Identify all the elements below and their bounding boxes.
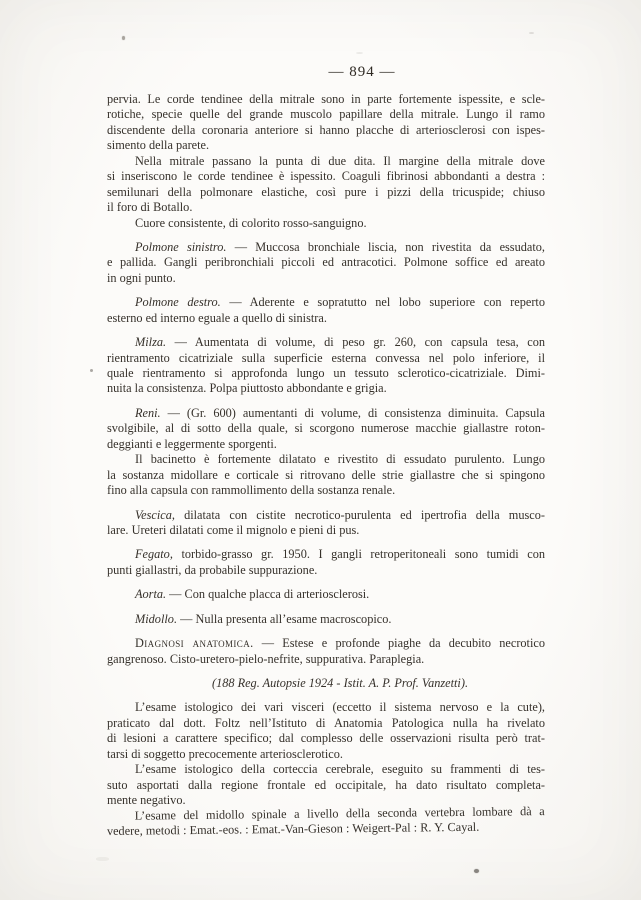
text-run: Polmone sinistro.	[135, 239, 227, 254]
text-run: Reni.	[135, 405, 161, 420]
text-line	[121, 676, 559, 691]
text-line	[107, 452, 545, 467]
scan-speck	[96, 857, 109, 861]
text-line	[107, 587, 545, 602]
text-line	[107, 216, 545, 231]
paragraph	[107, 216, 545, 231]
text-run: Vescica,	[135, 507, 175, 522]
text-run: simento della parete.	[107, 138, 210, 153]
text-run: dilatata con cistite necrotico-purulenta ed ipertrofia della musco-	[174, 507, 545, 522]
text-run: discendente della coronaria anteriore si hanno placche di arteriosclerosi con ispes-	[107, 122, 545, 137]
text-run: praticato dal dott. Foltz nell’Istituto di Anatomia Patologica nulla ha rivelato	[107, 715, 545, 730]
text-line	[107, 123, 545, 138]
paragraph	[107, 636, 545, 667]
paragraph	[107, 240, 545, 286]
text-line	[107, 437, 545, 452]
paragraph	[107, 762, 545, 808]
paragraph	[107, 452, 545, 498]
text-line	[107, 747, 545, 762]
text-run: si inseriscono le corde tendinee è ispessito. Coaguli fibrinosi abbondanti a destra :	[107, 169, 545, 184]
text-line	[107, 483, 545, 498]
text-run: vedere, metodi : Emat.-eos. : Emat.-Van-Gieson : Weigert-Pal : R. Y. Cayal.	[106, 819, 480, 838]
paragraph	[107, 406, 545, 452]
text-line	[107, 335, 545, 350]
paragraph	[107, 335, 545, 397]
text-line	[107, 185, 545, 200]
paragraph	[107, 804, 545, 840]
text-run: — Muccosa bronchiale liscia, non rivestita da essudato,	[226, 239, 545, 254]
text-run: tarsi di soggetto precocemente arteriosclerotico.	[107, 746, 343, 761]
paragraph	[107, 700, 545, 762]
text-run: suto asportati dalla regione frontale ed occipitale, ha dato risultato completa-	[107, 777, 545, 792]
paragraph	[107, 587, 545, 602]
text-line	[107, 468, 545, 483]
text-line	[107, 700, 545, 715]
paragraph	[107, 612, 545, 627]
text-line	[107, 295, 545, 310]
text-line	[107, 547, 545, 562]
scan-speck	[529, 32, 534, 34]
text-run: Diagnosi anatomica.	[135, 636, 254, 651]
text-line	[107, 311, 545, 326]
text-line	[107, 154, 545, 169]
text-line	[107, 381, 545, 396]
text-run: Fegato,	[135, 547, 173, 562]
text-run: Aorta.	[135, 587, 167, 602]
text-run: L’esame istologico della corteccia cerebrale, eseguito su frammenti di tes-	[135, 762, 545, 777]
paragraph	[107, 508, 545, 539]
paragraph	[107, 676, 545, 691]
text-run: Il bacinetto è fortemente dilatato e rivestito di essudato purulento. Lungo	[135, 452, 545, 467]
text-line	[107, 138, 545, 153]
scan-speck	[122, 36, 125, 40]
text-run: — Aumentata di volume, di peso gr. 260, con capsula tesa, con	[166, 335, 545, 350]
text-line	[107, 406, 545, 421]
paragraph	[107, 295, 545, 326]
paragraph	[107, 547, 545, 578]
page-body	[107, 92, 545, 839]
text-line	[107, 92, 545, 107]
paragraph	[107, 154, 545, 216]
text-run: punti giallastri, da probabile suppurazione.	[107, 562, 318, 577]
text-run: quale rientramento si approfonda lungo un tessuto sclerotico-cicatriziale. Dimi-	[107, 366, 545, 380]
text-run: — Aderente e sopratutto nel lobo superiore con reperto	[220, 295, 545, 310]
text-run: deggianti e leggermente sporgenti.	[107, 436, 277, 451]
text-run: torbido-grasso gr. 1950. I gangli retroperitoneali sono tumidi con	[172, 547, 545, 562]
text-run: il foro di Botallo.	[107, 200, 193, 215]
text-run: gangrenoso. Cisto-uretero-pielo-nefrite, suppurativa. Paraplegia.	[107, 651, 425, 666]
scan-speck	[90, 369, 93, 372]
text-run: lare. Ureteri dilatati come il mignolo e pieni di pus.	[107, 522, 360, 537]
text-run: nuita la consistenza. Polpa piuttosto abbondante e grigia.	[107, 381, 387, 396]
text-run: semilunari della polmonare elastiche, così pure i pizzi della tricuspide; chiuso	[107, 184, 545, 199]
text-line	[107, 351, 545, 366]
text-run: L’esame istologico dei vari visceri (eccetto il sistema nervoso e la cute),	[135, 700, 545, 715]
text-run: pervia. Le corde tendinee della mitrale sono in parte fortemente ispessite, e scle-	[107, 92, 545, 106]
paragraph	[107, 92, 545, 154]
text-line	[107, 762, 545, 777]
text-run: fino alla capsula con rammollimento della sostanza renale.	[107, 483, 396, 498]
text-line	[107, 612, 545, 627]
text-run: — Nulla presenta all’esame macroscopico.	[177, 611, 392, 626]
text-run: la sostanza midollare e corticale si ritrovano delle strie giallastre che si spingono	[107, 467, 545, 482]
text-line	[107, 200, 545, 215]
text-run: di lesioni a carattere specifico; dal complesso delle osservazioni risulta però trat-	[107, 731, 545, 746]
text-run: Nella mitrale passano la punta di due dita. Il margine della mitrale dove	[135, 153, 545, 168]
text-run: Midollo.	[135, 611, 178, 626]
text-line	[107, 240, 545, 255]
text-line	[107, 255, 545, 270]
scan-speck	[474, 869, 479, 873]
text-line	[107, 169, 545, 184]
text-run: rientramento cicatriziale sulla superficie esterna convessa nel polo inferiore, il	[107, 350, 545, 365]
text-run: (188 Reg. Autopsie 1924 - Istit. A. P. Prof. Vanzetti).	[211, 676, 469, 690]
text-run: L’esame del midollo spinale a livello della seconda vertebra lombare dà a	[134, 803, 545, 823]
text-run: mente negativo.	[107, 793, 186, 808]
text-run: — Con qualche placca di arteriosclerosi.	[166, 587, 370, 602]
text-line	[107, 271, 545, 286]
text-line	[107, 563, 545, 578]
text-run: Milza.	[135, 335, 167, 350]
text-line	[107, 636, 545, 651]
text-run: esterno ed interno eguale a quello di sinistra.	[107, 310, 327, 325]
text-line	[107, 421, 545, 436]
text-line	[107, 366, 545, 381]
text-run: Polmone destro.	[135, 295, 221, 310]
page-number: — 894 —	[328, 64, 396, 80]
text-line	[107, 731, 545, 746]
text-line	[107, 523, 545, 538]
text-line	[107, 508, 545, 523]
text-run: svolgibile, al di sotto della quale, si scorgono numerose macchie giallastre roton-	[107, 421, 545, 436]
scan-speck	[356, 52, 363, 54]
text-line	[107, 716, 545, 731]
text-run: e pallida. Gangli peribronchiali piccoli ed antracotici. Polmone soffice ed areato	[107, 255, 545, 270]
text-line	[107, 778, 545, 793]
text-run: in ogni punto.	[107, 270, 176, 285]
text-run: rotiche, specie quelle del grande muscolo papillare della mitrale. Lungo il ramo	[107, 107, 545, 122]
text-line	[107, 652, 545, 667]
text-run: — (Gr. 600) aumentanti di volume, di consistenza diminuita. Capsula	[160, 405, 545, 420]
text-run: — Estese e profonde piaghe da decubito necrotico	[253, 636, 545, 651]
text-line	[107, 107, 545, 122]
text-run: Cuore consistente, di colorito rosso-sanguigno.	[135, 215, 367, 230]
